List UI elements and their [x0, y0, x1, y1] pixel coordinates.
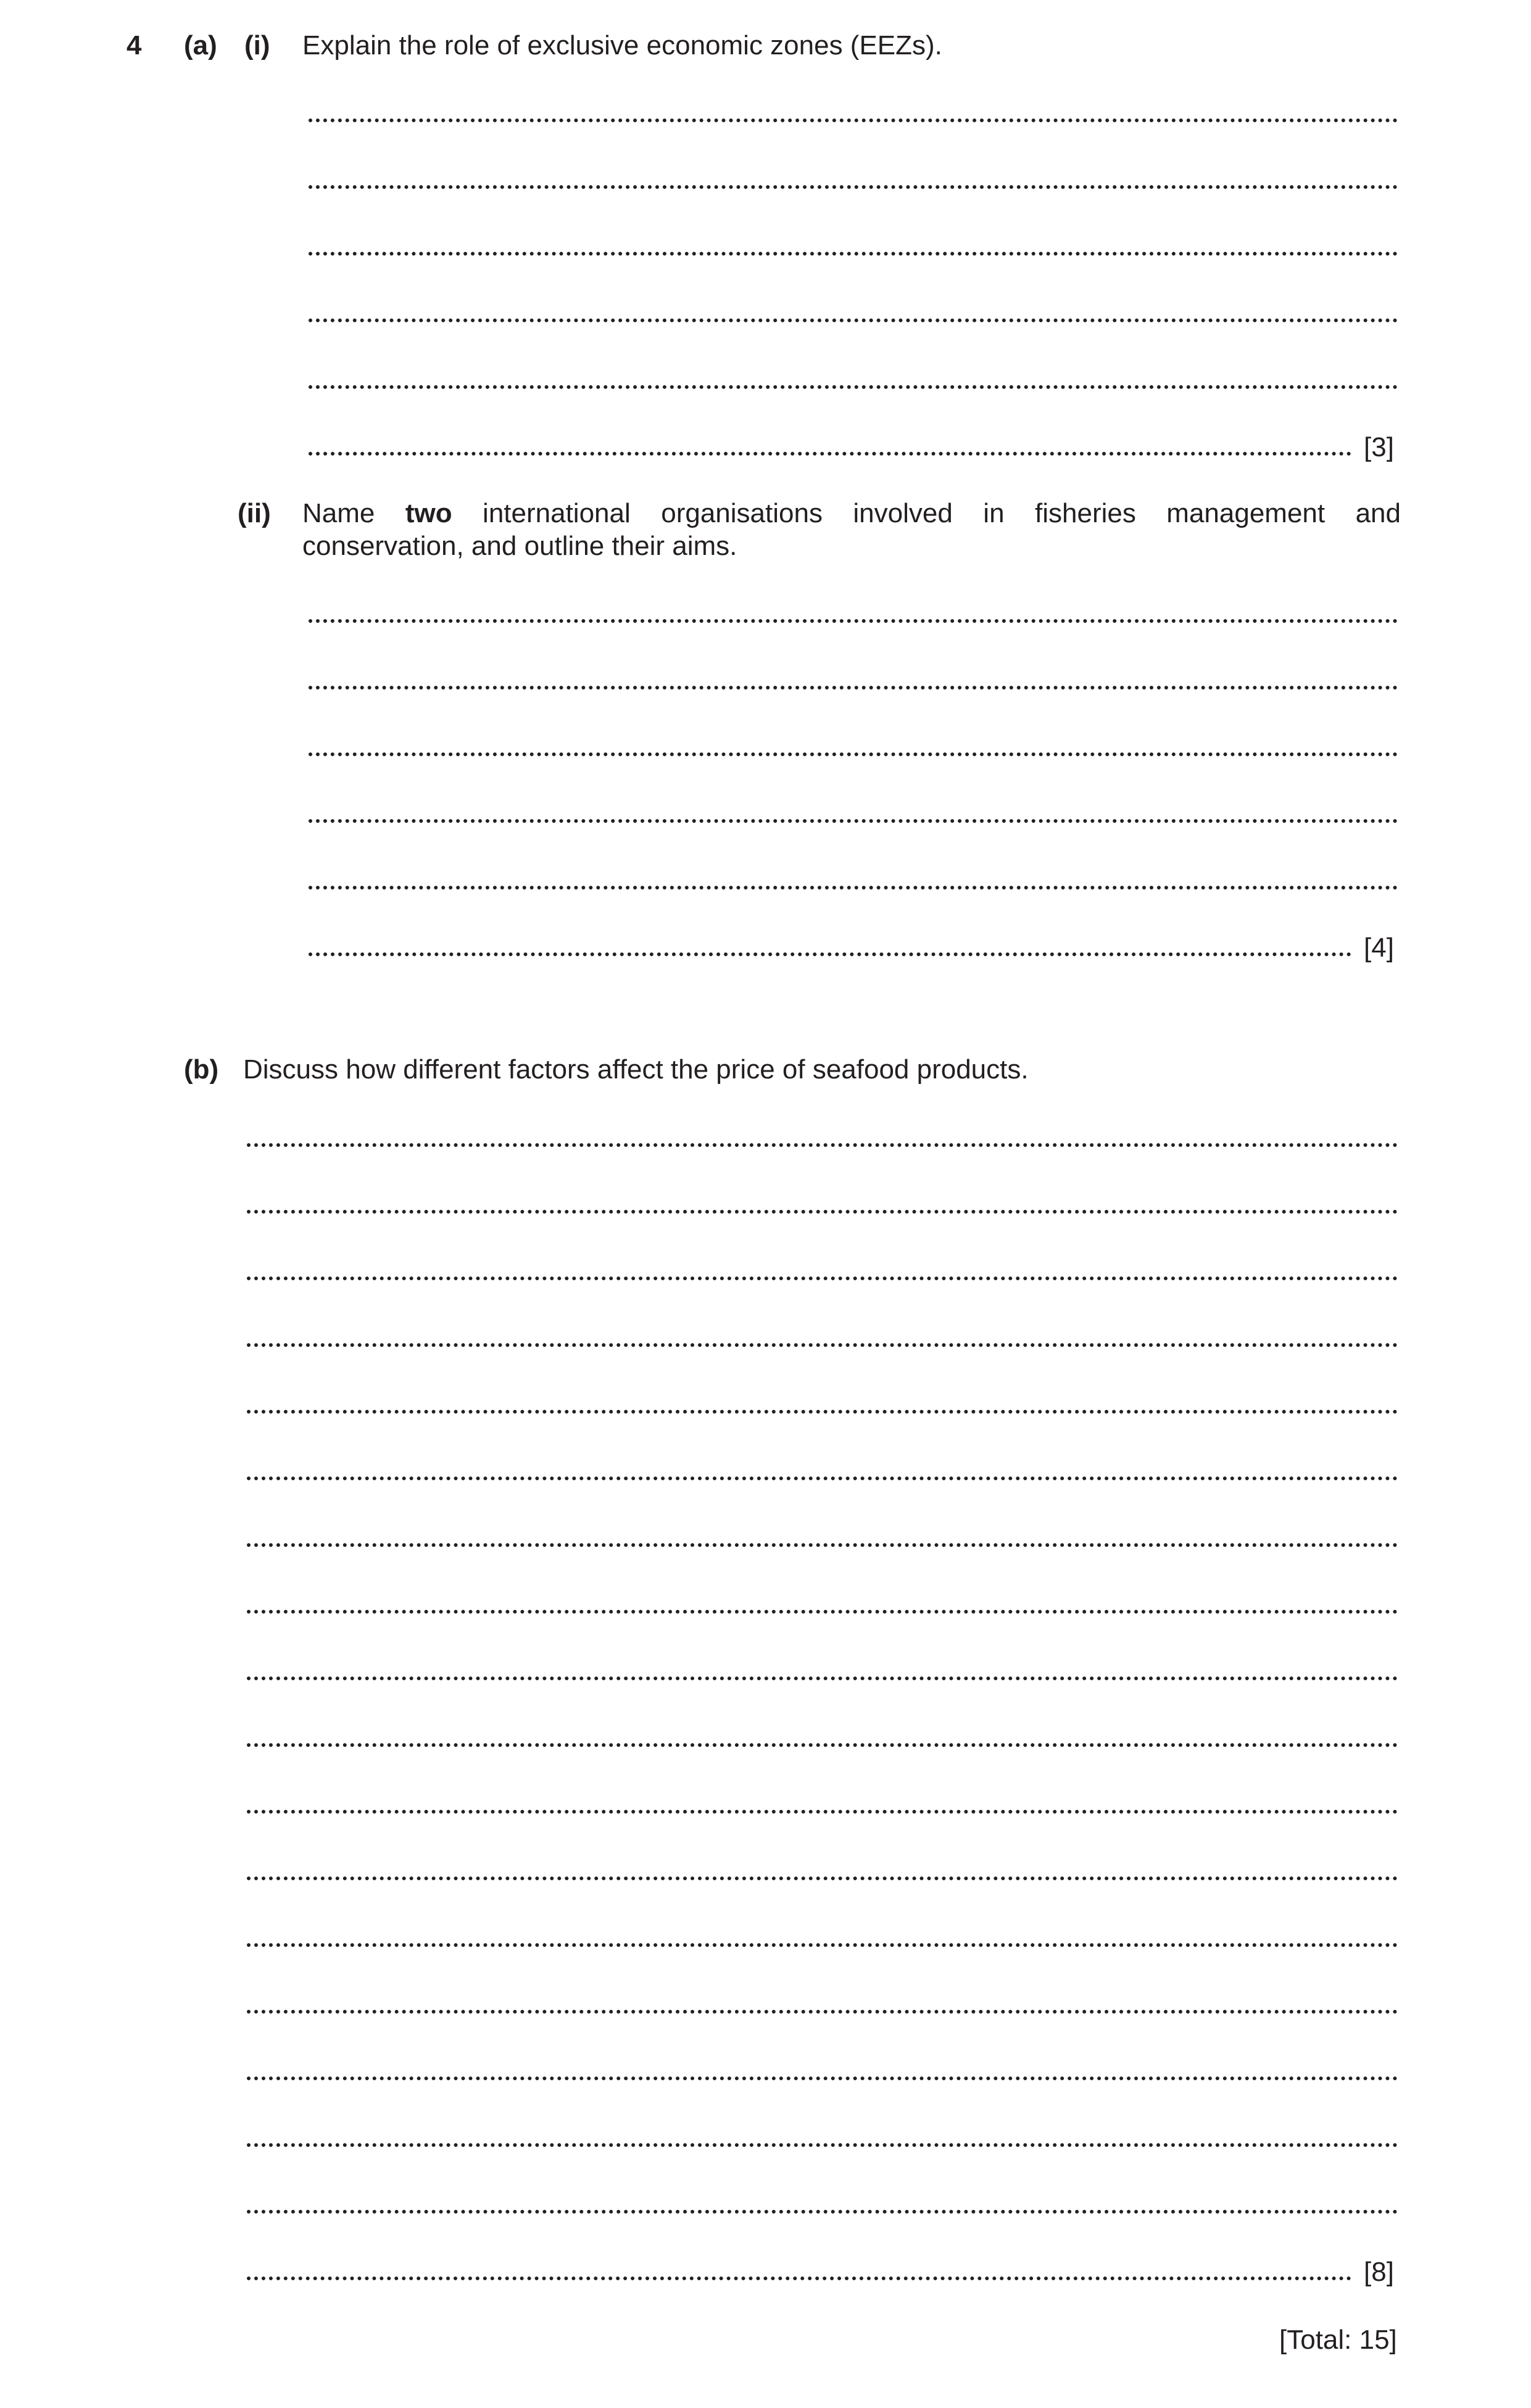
emphasis-two: two	[405, 498, 452, 528]
answer-line[interactable]	[247, 2210, 1398, 2214]
sub-ii-question-line1: Name two international organisations involved in fisheries management and	[302, 498, 1401, 528]
sub-i-label: (i)	[244, 30, 270, 60]
answer-line[interactable]	[247, 1877, 1398, 1880]
answer-line[interactable]	[309, 952, 1351, 956]
answer-line[interactable]	[309, 185, 1398, 189]
sub-i-marks: [3]	[1364, 432, 1394, 462]
answer-line[interactable]	[247, 2077, 1398, 2080]
answer-line[interactable]	[247, 1677, 1398, 1680]
answer-line[interactable]	[309, 752, 1398, 756]
answer-line[interactable]	[247, 1410, 1398, 1414]
part-b-marks: [8]	[1364, 2257, 1394, 2287]
answer-line[interactable]	[309, 619, 1398, 623]
sub-ii-marks: [4]	[1364, 933, 1394, 963]
answer-line[interactable]	[309, 686, 1398, 689]
answer-line[interactable]	[247, 2277, 1351, 2280]
sub-i-question: Explain the role of exclusive economic zones (EEZs).	[302, 30, 942, 60]
answer-line[interactable]	[309, 452, 1351, 456]
question-number: 4	[127, 30, 142, 60]
sub-ii-question-line2: conservation, and outline their aims.	[302, 531, 737, 561]
answer-line[interactable]	[309, 252, 1398, 256]
answer-line[interactable]	[309, 886, 1398, 889]
part-b-label: (b)	[184, 1054, 219, 1085]
answer-line[interactable]	[247, 2010, 1398, 2014]
part-a-label: (a)	[184, 30, 217, 60]
answer-line[interactable]	[309, 385, 1398, 389]
answer-line[interactable]	[247, 1343, 1398, 1347]
answer-line[interactable]	[309, 819, 1398, 823]
answer-line[interactable]	[247, 1543, 1398, 1547]
answer-line[interactable]	[247, 1810, 1398, 1814]
sub-ii-label: (ii)	[238, 498, 271, 528]
answer-line[interactable]	[247, 1277, 1398, 1280]
part-b-question: Discuss how different factors affect the price of seafood products.	[243, 1054, 1029, 1085]
total-marks: [Total: 15]	[1279, 2325, 1397, 2355]
answer-line[interactable]	[247, 1210, 1398, 1214]
answer-line[interactable]	[247, 1610, 1398, 1614]
answer-line[interactable]	[309, 119, 1398, 122]
answer-line[interactable]	[247, 2143, 1398, 2147]
answer-line[interactable]	[247, 1477, 1398, 1480]
answer-line[interactable]	[247, 1143, 1398, 1147]
answer-line[interactable]	[247, 1743, 1398, 1747]
answer-line[interactable]	[247, 1943, 1398, 1947]
answer-line[interactable]	[309, 319, 1398, 322]
